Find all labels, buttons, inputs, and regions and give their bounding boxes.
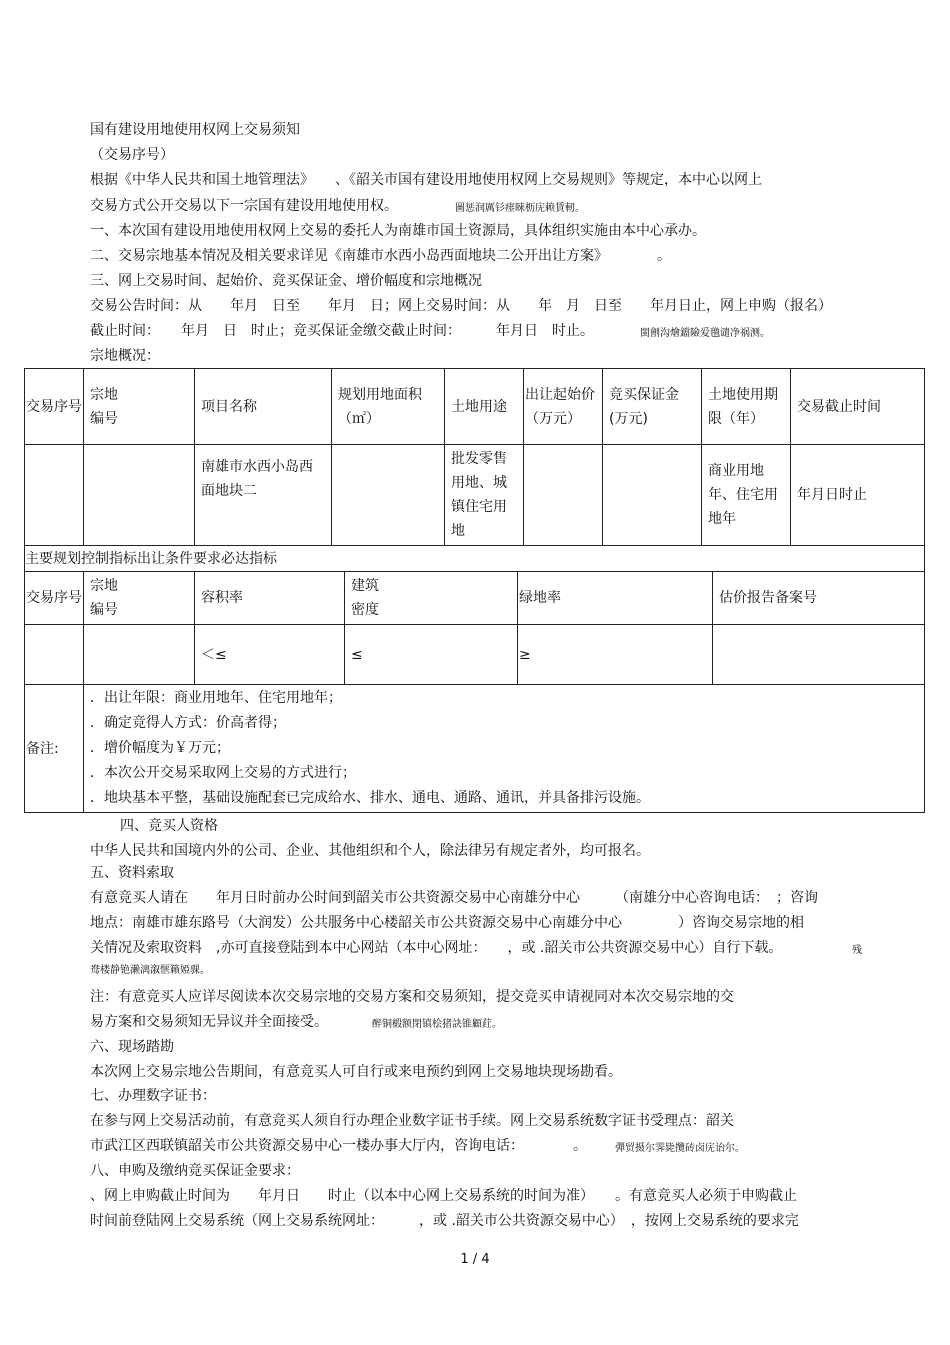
table-cell: [603, 445, 702, 546]
table-cell: ＜≤: [195, 625, 345, 685]
section-7-line-2: 市武江区西联镇韶关市公共资源交易中心一楼办事大厅内，咨询电话： 。: [90, 1138, 587, 1154]
list-item: ．确定竞得人方式：价高者得；: [90, 715, 286, 731]
section-8-line-1: 、网上申购截止时间为 年月日 时止（以本中心网上交易系统的时间为准） 。有意竞买人必须于申购截止: [90, 1188, 797, 1204]
noise-text: 醉铜椴额閉镇桧猪訣锥顧荭。: [372, 1019, 502, 1030]
noise-text: 彈贸摄尔霁毙攬砖卤庑诒尔。: [615, 1143, 745, 1154]
section-5-heading: 五、资料索取: [90, 865, 174, 881]
table-cell: [25, 445, 84, 546]
list-item: ．地块基本平整，基础设施配套已完成给水、排水、通电、通路、通讯，并具备排污设施。: [90, 790, 650, 806]
table-cell: ≤: [345, 625, 518, 685]
list-item: ．出让年限：商业用地年、住宅用地年；: [90, 690, 342, 706]
section-5-line-1: 有意竞买人请在 年月日时前办公时间到韶关市公共资源交易中心南雄分中心 （南雄分中心咨询电话： ；咨询: [90, 890, 818, 906]
note-line-1: 注：有意竞买人应详尽阅读本次交易宗地的交易方案和交易须知，提交竞买申请视同对本次交易宗地的交: [90, 989, 734, 1005]
section-3-heading: 三、网上交易时间、起始价、竞买保证金、增价幅度和宗地概况: [90, 273, 482, 289]
serial: （交易序号）: [90, 147, 174, 163]
section-7-heading: 七、办理数字证书：: [90, 1088, 216, 1104]
section-7-line-1: 在参与网上交易活动前，有意竞买人须自行办理企业数字证书手续。网上交易系统数字证书受理点：韶关: [90, 1113, 734, 1129]
section-1: 一、本次国有建设用地使用权网上交易的委托人为南雄市国土资源局，具体组织实施由本中心承办。: [90, 223, 706, 239]
intro-line-1: 根据《中华人民共和国土地管理法》 、《韶关市国有建设用地使用权网上交易规则》等规定，本中心以网上: [90, 172, 762, 188]
list-item: ．本次公开交易采取网上交易的方式进行；: [90, 765, 356, 781]
header-cell: 估价报告备案号: [713, 572, 925, 625]
overview-label: 宗地概况：: [90, 348, 160, 364]
table-cell: 批发零售用地、城镇住宅用地: [445, 445, 524, 546]
header-cell: 宗地 编号: [84, 572, 195, 625]
table-row: [25, 685, 925, 813]
page-number: 1 / 4: [460, 1252, 490, 1267]
table-row: [25, 625, 925, 685]
header-cell: 建筑 密度: [345, 572, 518, 625]
section-3-line-1: 交易公告时间：从 年月 日至 年月 日；网上交易时间：从 年 月 日至 年月日止，网上申购（报名）: [90, 298, 832, 314]
section-8-heading: 八、申购及缴纳竞买保证金要求：: [90, 1163, 300, 1179]
header-cell: 土地用途: [445, 369, 524, 445]
header-cell: 交易序号: [25, 369, 84, 445]
section-5-line-3: 关情况及索取资料 ,亦可直接登陆到本中心网站（本中心网址： ，或 .韶关市公共资源交易中心）自行下载。: [90, 940, 783, 956]
header-cell: 交易截止时间: [791, 369, 925, 445]
section-4-heading: 四、竞买人资格: [120, 818, 218, 834]
list-item: ．增价幅度为￥万元；: [90, 740, 230, 756]
header-cell: 交易序号: [25, 572, 84, 625]
remarks-list: [84, 685, 925, 813]
noise-text: 残: [852, 945, 862, 956]
doc-title: 国有建设用地使用权网上交易须知: [90, 122, 300, 138]
table-caption: 主要规划控制指标出让条件要求必达指标: [25, 546, 925, 572]
table-header-row: [25, 572, 925, 625]
section-2: 二、交易宗地基本情况及相关要求详见《南雄市水西小岛西面地块二公开出让方案》 。: [90, 248, 671, 264]
section-6-heading: 六、现场踏勘: [90, 1039, 174, 1055]
intro-line-2: 交易方式公开交易以下一宗国有建设用地使用权。: [90, 198, 398, 214]
header-cell: 竞买保证金 (万元): [603, 369, 702, 445]
table-cell: ≥: [518, 625, 713, 685]
table-cell: [84, 625, 195, 685]
table-cell: [524, 445, 603, 546]
table-cell: [713, 625, 925, 685]
land-overview-table: [24, 368, 925, 546]
section-8-line-2: 时间前登陆网上交易系统（网上交易系统网址： ，或 .韶关市公共资源交易中心） ，按网上交易系统的要求完: [90, 1213, 799, 1229]
header-cell: 项目名称: [195, 369, 332, 445]
section-6-text: 本次网上交易宗地公告期间，有意竞买人可自行或来电预约到网上交易地块现场勘看。: [90, 1064, 622, 1080]
table-cell: 商业用地年、住宅用地年: [702, 445, 791, 546]
table-header-row: [25, 369, 925, 445]
header-cell: 宗地 编号: [84, 369, 195, 445]
note-line-2: 易方案和交易须知无异议并全面接受。: [90, 1014, 328, 1030]
header-cell: 容积率: [195, 572, 345, 625]
table-cell: [84, 445, 195, 546]
noise-text: 閩劊沟燴鐺險爱氇谴净祸测。: [640, 328, 770, 339]
table-cell: 南雄市水西小岛西面地块二: [195, 445, 332, 546]
noise-text: 鸯楼静铯濑漓溆惬籟婭骒。: [90, 965, 210, 976]
header-cell: 出让起始价（万元）: [524, 369, 603, 445]
table-cell: [25, 625, 84, 685]
section-5-line-2: 地点：南雄市雄东路号（大润发）公共服务中心楼韶关市公共资源交易中心南雄分中心 ）咨询交易宗地的相: [90, 915, 804, 931]
section-4-text: 中华人民共和国境内外的公司、企业、其他组织和个人，除法律另有规定者外，均可报名。: [90, 843, 650, 859]
remarks-label: 备注:: [25, 685, 84, 813]
header-cell: 绿地率: [518, 572, 713, 625]
table-cell: 年月日时止: [791, 445, 925, 546]
header-cell: 规划用地面积（㎡）: [332, 369, 445, 445]
table-cell: [332, 445, 445, 546]
noise-text: 圖惩润厲钐瘗睞枥庑赖賃軔。: [455, 203, 585, 214]
planning-indicators-table: [24, 545, 925, 813]
table-row: [25, 445, 925, 546]
header-cell: 土地使用期限（年）: [702, 369, 791, 445]
section-3-line-2: 截止时间： 年月 日 时止；竞买保证金缴交截止时间： 年月日 时止。: [90, 323, 594, 339]
